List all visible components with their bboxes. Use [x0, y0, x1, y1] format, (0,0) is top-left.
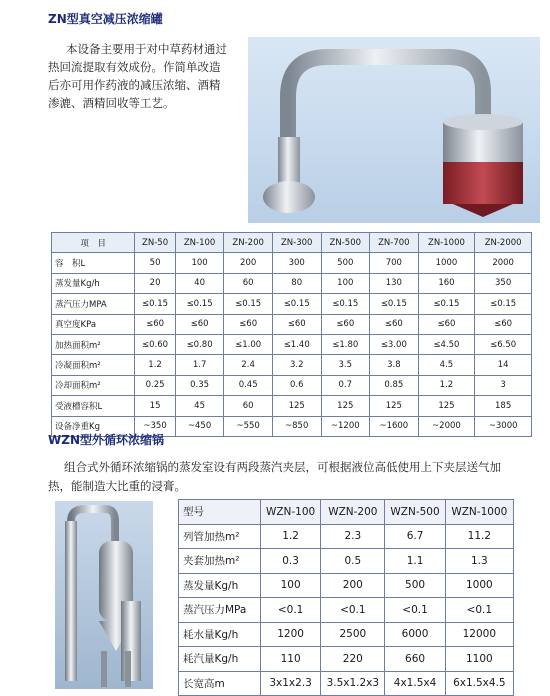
table-cell: 长宽高m: [179, 671, 261, 696]
table-cell: 蒸汽压力MPa: [179, 598, 261, 623]
table-cell: 100: [175, 253, 224, 273]
table-cell: 500: [321, 253, 370, 273]
description-line: 热回流提取有效成份。作简单改造: [48, 60, 221, 74]
table-header-cell: WZN-1000: [445, 500, 513, 525]
table-header-cell: ZN-1000: [418, 233, 475, 253]
table-cell: ≤60: [272, 314, 321, 334]
table-cell: 耗汽量Kg/h: [179, 647, 261, 672]
table-cell: ≤60: [475, 314, 532, 334]
zn-concentrator-illustration: [248, 37, 540, 223]
table-cell: ~350: [135, 416, 175, 436]
table-cell: ~450: [175, 416, 224, 436]
table-cell: 0.85: [370, 375, 419, 395]
table-cell: 6000: [385, 622, 445, 647]
table-cell: 1.2: [135, 355, 175, 375]
table-cell: 60: [224, 273, 273, 293]
table-cell: 2500: [321, 622, 385, 647]
table-row: [52, 355, 532, 375]
table-cell: ≤0.15: [321, 294, 370, 314]
table-cell: 80: [272, 273, 321, 293]
table-cell: <0.1: [385, 598, 445, 623]
table-cell: ≤0.15: [475, 294, 532, 314]
table-cell: 0.5: [321, 549, 385, 574]
section-description-zn: [48, 40, 248, 112]
table-cell: 蒸发量Kg/h: [179, 573, 261, 598]
table-header-cell: WZN-100: [260, 500, 320, 525]
table-cell: ≤60: [135, 314, 175, 334]
table-cell: 45: [175, 396, 224, 416]
table-cell: 冷却面积m²: [52, 375, 135, 395]
table-row: [52, 273, 532, 293]
table-cell: 125: [418, 396, 475, 416]
table-header-cell: ZN-100: [175, 233, 224, 253]
table-cell: 40: [175, 273, 224, 293]
table-row: [52, 253, 532, 273]
table-cell: 4x1.5x4: [385, 671, 445, 696]
table-cell: 14: [475, 355, 532, 375]
table-cell: ~1200: [321, 416, 370, 436]
table-cell: ≤4.50: [418, 334, 475, 354]
table-cell: 蒸汽压力MPA: [52, 294, 135, 314]
table-cell: 列管加热m²: [179, 524, 261, 549]
table-cell: 1.2: [260, 524, 320, 549]
table-cell: 60: [224, 396, 273, 416]
table-cell: 1000: [418, 253, 475, 273]
table-cell: 3: [475, 375, 532, 395]
table-cell: 0.45: [224, 375, 273, 395]
table-cell: 1.2: [418, 375, 475, 395]
description-line: 渗漉、酒精回收等工艺。: [48, 96, 175, 110]
table-cell: 0.35: [175, 375, 224, 395]
table-cell: 185: [475, 396, 532, 416]
table-cell: ≤0.15: [224, 294, 273, 314]
table-header-row: [52, 233, 532, 253]
table-cell: 1.1: [385, 549, 445, 574]
table-cell: 受液槽容积L: [52, 396, 135, 416]
table-cell: 冷凝面积m²: [52, 355, 135, 375]
table-cell: 125: [370, 396, 419, 416]
table-cell: 0.6: [272, 375, 321, 395]
table-row: [179, 598, 514, 623]
table-row: [179, 671, 514, 696]
table-header-cell: ZN-500: [321, 233, 370, 253]
table-row: [52, 294, 532, 314]
table-cell: 3.2: [272, 355, 321, 375]
table-cell: ≤60: [418, 314, 475, 334]
table-cell: 200: [224, 253, 273, 273]
table-cell: 3.8: [370, 355, 419, 375]
table-cell: ≤60: [321, 314, 370, 334]
description-line: 热，能制造大比重的浸膏。: [48, 479, 186, 493]
table-cell: 加热面积m²: [52, 334, 135, 354]
table-cell: ≤60: [370, 314, 419, 334]
description-line: 组合式外循环浓缩锅的蒸发室设有两段蒸汽夹层，可根据液位高低使用上下夹层送气加: [64, 460, 501, 474]
wzn-concentrator-illustration: [55, 501, 153, 689]
description-line: 本设备主要用于对中草药材通过: [66, 42, 227, 56]
table-cell: 50: [135, 253, 175, 273]
zn-concentrator-photo: [248, 37, 540, 223]
table-cell: 真空度KPa: [52, 314, 135, 334]
table-header-cell: ZN-300: [272, 233, 321, 253]
table-cell: ≤0.15: [175, 294, 224, 314]
section-description-wzn: [48, 458, 543, 496]
table-cell: ≤0.15: [135, 294, 175, 314]
table-row: [179, 622, 514, 647]
table-header-cell: WZN-200: [321, 500, 385, 525]
table-header-cell: 型号: [179, 500, 261, 525]
table-cell: 125: [321, 396, 370, 416]
table-cell: ≤0.15: [418, 294, 475, 314]
table-cell: ≤1.80: [321, 334, 370, 354]
section-title-zn: ZN型真空减压浓缩罐: [48, 12, 163, 26]
table-cell: 3.5: [321, 355, 370, 375]
table-cell: 15: [135, 396, 175, 416]
table-cell: 200: [321, 573, 385, 598]
table-cell: ≤0.15: [370, 294, 419, 314]
table-cell: 4.5: [418, 355, 475, 375]
table-cell: 3.5x1.2x3: [321, 671, 385, 696]
table-cell: ≤60: [224, 314, 273, 334]
table-row: [179, 549, 514, 574]
table-cell: 660: [385, 647, 445, 672]
table-cell: ≤0.15: [272, 294, 321, 314]
table-row: [52, 334, 532, 354]
table-cell: 500: [385, 573, 445, 598]
table-cell: 11.2: [445, 524, 513, 549]
table-cell: 1100: [445, 647, 513, 672]
section-title-wzn: WZN型外循环浓缩锅: [48, 433, 164, 447]
table-cell: 110: [260, 647, 320, 672]
table-cell: 蒸发量Kg/h: [52, 273, 135, 293]
table-cell: ≤6.50: [475, 334, 532, 354]
table-cell: ≤3.00: [370, 334, 419, 354]
table-row: [179, 573, 514, 598]
table-cell: ≤0.60: [135, 334, 175, 354]
table-cell: 设备净重Kg: [52, 416, 135, 436]
table-cell: 12000: [445, 622, 513, 647]
table-cell: 容 积L: [52, 253, 135, 273]
table-header-cell: ZN-2000: [475, 233, 532, 253]
table-cell: ≤0.80: [175, 334, 224, 354]
table-cell: 220: [321, 647, 385, 672]
table-row: [179, 524, 514, 549]
table-header-cell: 项 目: [52, 233, 135, 253]
table-cell: 3x1x2.3: [260, 671, 320, 696]
table-cell: <0.1: [260, 598, 320, 623]
table-row: [52, 375, 532, 395]
description-line: 后亦可用作药液的减压浓缩、酒精: [48, 78, 221, 92]
table-cell: ~2000: [418, 416, 475, 436]
table-cell: 0.7: [321, 375, 370, 395]
table-row: [52, 314, 532, 334]
table-cell: 夹套加热m²: [179, 549, 261, 574]
table-cell: 700: [370, 253, 419, 273]
table-cell: 125: [272, 396, 321, 416]
table-cell: 1.3: [445, 549, 513, 574]
table-cell: 1.7: [175, 355, 224, 375]
table-cell: 2.3: [321, 524, 385, 549]
table-header-cell: WZN-500: [385, 500, 445, 525]
table-cell: 6x1.5x4.5: [445, 671, 513, 696]
table-header-cell: ZN-200: [224, 233, 273, 253]
table-cell: ~550: [224, 416, 273, 436]
table-cell: 0.25: [135, 375, 175, 395]
table-header-cell: ZN-50: [135, 233, 175, 253]
table-cell: 20: [135, 273, 175, 293]
wzn-concentrator-photo: [55, 501, 153, 689]
table-cell: 2.4: [224, 355, 273, 375]
table-cell: 100: [321, 273, 370, 293]
wzn-spec-table: [178, 499, 514, 696]
table-cell: 耗水量Kg/h: [179, 622, 261, 647]
table-cell: 350: [475, 273, 532, 293]
table-cell: 1200: [260, 622, 320, 647]
table-cell: ~3000: [475, 416, 532, 436]
table-cell: ~1600: [370, 416, 419, 436]
table-cell: <0.1: [321, 598, 385, 623]
table-row: [52, 396, 532, 416]
table-row: [179, 647, 514, 672]
table-cell: ~850: [272, 416, 321, 436]
table-cell: ≤60: [175, 314, 224, 334]
table-cell: 6.7: [385, 524, 445, 549]
table-header-cell: ZN-700: [370, 233, 419, 253]
zn-spec-table: [51, 232, 532, 437]
table-cell: 0.3: [260, 549, 320, 574]
table-cell: 2000: [475, 253, 532, 273]
table-cell: 160: [418, 273, 475, 293]
table-cell: 100: [260, 573, 320, 598]
table-cell: <0.1: [445, 598, 513, 623]
table-cell: ≤1.00: [224, 334, 273, 354]
table-cell: 300: [272, 253, 321, 273]
table-cell: ≤1.40: [272, 334, 321, 354]
table-header-row: [179, 500, 514, 525]
table-cell: 1000: [445, 573, 513, 598]
table-cell: 130: [370, 273, 419, 293]
